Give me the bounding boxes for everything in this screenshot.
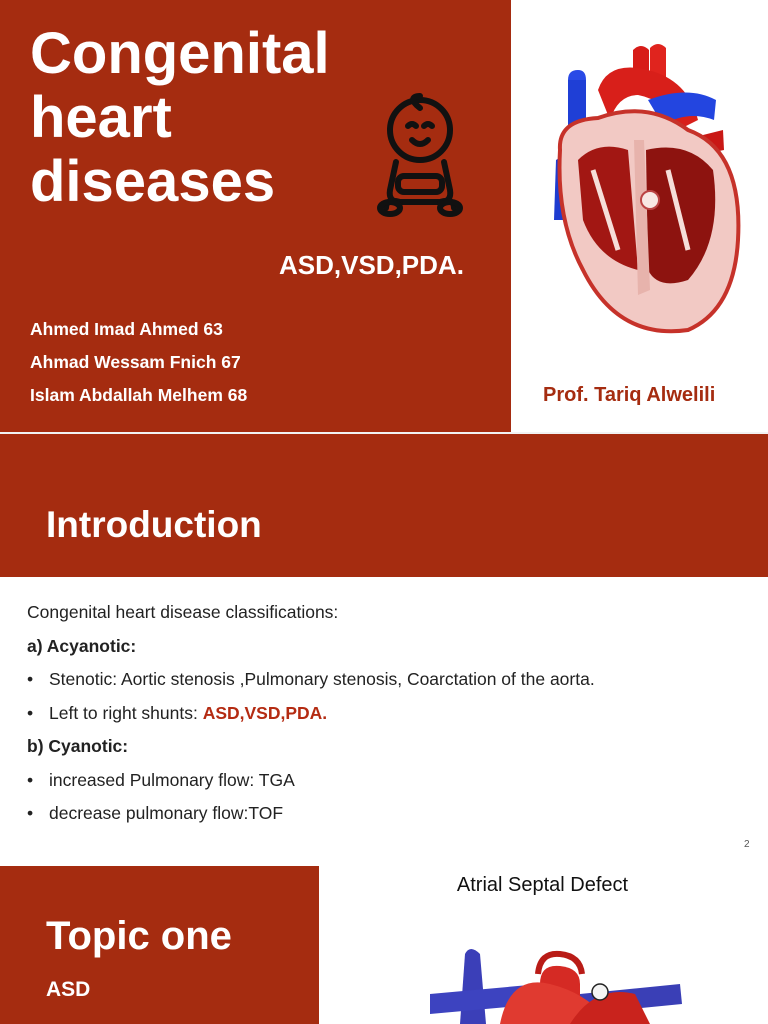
- title-line-2: heart: [30, 85, 172, 150]
- bullet-increased-flow: [27, 768, 595, 802]
- professor-name: Prof. Tariq Alwelili: [543, 384, 716, 406]
- bullet-stenotic: [27, 667, 595, 701]
- shunts-highlight: ASD,VSD,PDA.: [202, 702, 328, 723]
- author-3: Islam Abdallah Melhem 68: [30, 385, 248, 405]
- baby-icon: [372, 90, 468, 220]
- introduction-body: [27, 600, 595, 835]
- title-panel: [0, 0, 511, 432]
- topic-subtitle: ASD: [46, 978, 91, 1001]
- bullet-icon: •: [27, 769, 34, 790]
- bullet-text: increased Pulmonary flow: TGA: [49, 769, 295, 790]
- intro-line: Congenital heart disease classifications:: [27, 602, 339, 622]
- figure-caption: Atrial Septal Defect: [456, 874, 629, 896]
- bullet-shunts: [27, 701, 595, 735]
- bullet-text: Stenotic: Aortic stenosis ,Pulmonary stenosis, Coarctation of the aorta.: [49, 669, 595, 689]
- topic-one-slide: [0, 866, 768, 1024]
- title-slide: [0, 0, 768, 432]
- atrial-septal-defect-image: [420, 914, 700, 1024]
- author-1: Ahmed Imad Ahmed 63: [30, 319, 223, 339]
- author-2: Ahmad Wessam Fnich 67: [30, 352, 241, 372]
- author-list: [30, 318, 247, 417]
- title-line-3: diseases: [30, 149, 276, 214]
- presentation-title: [30, 22, 390, 214]
- bullet-text: Left to right shunts:: [49, 702, 203, 723]
- section-cyanotic: b) Cyanotic:: [27, 736, 129, 756]
- introduction-slide: [0, 434, 768, 866]
- bullet-text: decrease pulmonary flow:TOF: [49, 803, 284, 823]
- section-acyanotic: a) Acyanotic:: [27, 635, 137, 656]
- topic-title: Topic one: [46, 914, 232, 958]
- bullet-icon: •: [27, 702, 34, 723]
- topic-panel: [0, 866, 319, 1024]
- diseases-subtitle: ASD,VSD,PDA.: [279, 250, 464, 280]
- introduction-title: Introduction: [46, 504, 262, 545]
- bullet-decreased-flow: [27, 801, 595, 835]
- bullet-icon: •: [27, 803, 34, 823]
- heart-anatomy-image: [538, 40, 748, 340]
- introduction-header: [0, 434, 768, 577]
- bullet-icon: •: [27, 669, 34, 689]
- title-line-1: Congenital: [30, 21, 330, 86]
- page-number: 2: [744, 839, 750, 850]
